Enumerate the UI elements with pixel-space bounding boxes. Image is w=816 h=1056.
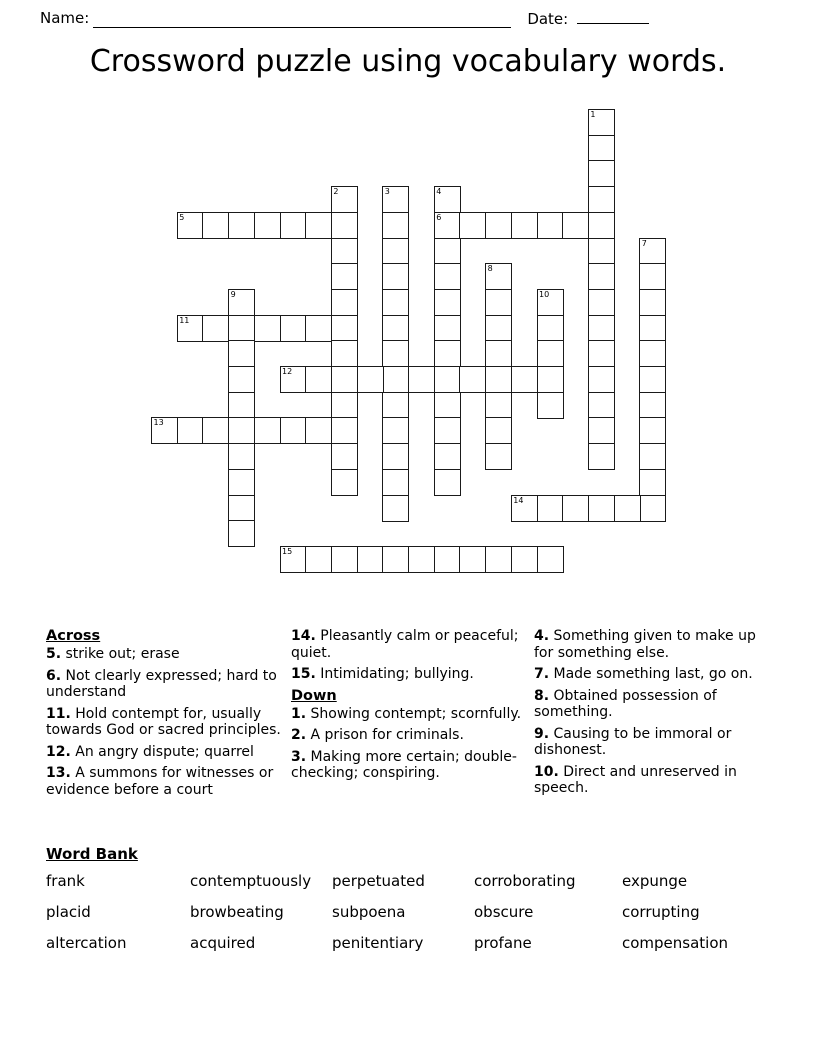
crossword-cell[interactable] [562,495,589,522]
crossword-cell-number: 15 [282,546,293,556]
crossword-cell[interactable] [639,315,666,342]
word-bank-heading: Word Bank [46,845,138,863]
word-bank-word: perpetuated [332,872,425,890]
crossword-cell[interactable] [151,417,178,444]
crossword-cell[interactable] [228,392,255,419]
crossword-cell[interactable] [382,263,409,290]
clue-text: An angry dispute; quarrel [75,743,254,760]
word-bank-section [46,845,770,953]
crossword-cell[interactable] [588,443,615,470]
crossword-cell[interactable] [382,212,409,239]
crossword-cell[interactable] [588,417,615,444]
crossword-cell[interactable] [228,289,255,316]
crossword-cell[interactable] [639,263,666,290]
clue-down-10[interactable] [534,764,762,797]
crossword-cell[interactable] [280,212,307,239]
crossword-cell[interactable] [434,366,461,393]
clue-text: Made something last, go on. [553,666,753,682]
crossword-cell[interactable] [639,443,666,470]
crossword-cell[interactable] [382,495,409,522]
crossword-cell[interactable] [202,212,229,239]
crossword-cell[interactable] [511,546,538,573]
crossword-cell[interactable] [280,546,307,573]
clue-number: 14. [291,628,316,644]
crossword-cell-number: 9 [230,289,236,299]
crossword-cell[interactable] [408,366,435,393]
crossword-cell[interactable] [639,417,666,444]
crossword-cell[interactable] [639,289,666,316]
clues-column-1 [46,628,291,803]
crossword-cell[interactable] [202,417,229,444]
crossword-cell[interactable] [511,495,538,522]
clue-text: Causing to be immoral or dishonest. [534,725,732,758]
crossword-cell[interactable] [382,366,409,393]
crossword-cell[interactable] [382,546,409,573]
clue-text: Obtained possession of something. [534,687,717,720]
crossword-cell[interactable] [331,186,358,213]
crossword-cell[interactable] [537,495,564,522]
across-heading: Across [46,628,101,644]
crossword-cell[interactable] [614,495,641,522]
word-bank-word: corroborating [474,872,576,890]
crossword-cell[interactable] [537,340,564,367]
crossword-cell[interactable] [382,238,409,265]
crossword-cell[interactable] [537,392,564,419]
crossword-cell[interactable] [331,366,358,393]
crossword-cell[interactable] [331,469,358,496]
crossword-cell[interactable] [434,289,461,316]
crossword-cell[interactable] [280,315,307,342]
clue-text: A summons for witnesses or evidence before a court [46,765,274,798]
clue-number: 10. [534,763,559,780]
crossword-cell[interactable] [177,417,204,444]
word-bank-word: browbeating [190,903,284,921]
crossword-cell[interactable] [228,366,255,393]
crossword-cell[interactable] [254,315,281,342]
crossword-cell[interactable] [639,366,666,393]
clues-column-3 [534,628,770,802]
crossword-cell[interactable] [382,469,409,496]
word-bank-word: altercation [46,934,127,952]
clue-across-13[interactable] [46,765,283,798]
crossword-cell[interactable] [331,263,358,290]
crossword-cell-number: 5 [179,212,185,222]
crossword-cell[interactable] [280,417,307,444]
crossword-cell[interactable] [434,186,461,213]
crossword-cell[interactable] [331,417,358,444]
crossword-cell[interactable] [485,263,512,290]
crossword-cell[interactable] [485,212,512,239]
crossword-cell-number: 7 [641,238,647,248]
crossword-cell-number: 4 [436,187,442,197]
word-bank-word: obscure [474,903,534,921]
crossword-cell[interactable] [305,546,332,573]
clue-down-1[interactable] [291,706,526,723]
crossword-cell[interactable] [434,315,461,342]
crossword-cell[interactable] [382,392,409,419]
word-bank-word: placid [46,903,91,921]
name-label: Name: [40,9,90,27]
crossword-cell[interactable] [357,546,384,573]
clue-text: Pleasantly calm or peaceful; quiet. [291,628,519,661]
crossword-cell[interactable] [382,417,409,444]
crossword-cell[interactable] [537,366,564,393]
crossword-cell[interactable] [382,289,409,316]
crossword-cell[interactable] [434,340,461,367]
crossword-cell[interactable] [639,340,666,367]
crossword-cell[interactable] [485,546,512,573]
clue-number: 6. [46,667,62,684]
word-bank-word: frank [46,872,85,890]
crossword-cell[interactable] [434,392,461,419]
clue-number: 3. [291,748,307,765]
crossword-cell[interactable] [485,289,512,316]
crossword-cell[interactable] [228,212,255,239]
clue-down-3[interactable] [291,749,526,782]
crossword-cell[interactable] [434,546,461,573]
crossword-cell[interactable] [228,520,255,547]
crossword-cell[interactable] [331,289,358,316]
crossword-cell[interactable] [382,340,409,367]
clue-across-6[interactable] [46,668,283,701]
clue-text: Making more certain; double-checking; conspiring. [291,748,517,781]
crossword-cell[interactable] [588,340,615,367]
crossword-cell[interactable] [177,212,204,239]
word-bank-grid [46,871,770,953]
clue-across-15[interactable] [291,666,526,683]
crossword-cell[interactable] [511,212,538,239]
word-bank-word: acquired [190,934,256,952]
crossword-cell-number: 14 [513,495,524,505]
crossword-cell[interactable] [588,392,615,419]
crossword-cell[interactable] [434,263,461,290]
word-bank-word: corrupting [622,903,700,921]
crossword-cell-number: 3 [384,187,390,197]
crossword-cell[interactable] [485,392,512,419]
crossword-cell[interactable] [408,546,435,573]
clue-down-8[interactable] [534,688,762,721]
crossword-cell[interactable] [228,315,255,342]
date-label: Date: [527,10,569,28]
crossword-cell[interactable] [382,315,409,342]
crossword-cell[interactable] [434,469,461,496]
clue-down-7[interactable] [534,666,762,683]
crossword-cell-number: 6 [436,212,442,222]
crossword-cell[interactable] [511,366,538,393]
clue-text: Showing contempt; scornfully. [310,705,522,722]
clue-number: 4. [534,628,550,644]
crossword-cell[interactable] [254,212,281,239]
crossword-cell[interactable] [305,212,332,239]
crossword-cell[interactable] [331,238,358,265]
clue-down-4[interactable] [534,628,762,661]
crossword-cell[interactable] [382,186,409,213]
crossword-cell[interactable] [305,315,332,342]
clue-text: Something given to make up for something else. [534,628,756,661]
crossword-cell[interactable] [639,495,666,522]
crossword-cell[interactable] [588,238,615,265]
crossword-cell[interactable] [537,546,564,573]
clue-number: 13. [46,765,71,781]
clue-down-9[interactable] [534,726,762,759]
crossword-cell[interactable] [357,366,384,393]
word-bank-word: profane [474,934,532,952]
clue-number: 8. [534,687,550,704]
crossword-cell[interactable] [588,263,615,290]
crossword-cell[interactable] [177,315,204,342]
crossword-cell[interactable] [537,212,564,239]
clue-text: A prison for criminals. [310,727,464,743]
word-bank-word: contemptuously [190,872,312,890]
crossword-cell[interactable] [588,186,615,213]
word-bank-word: compensation [622,934,729,952]
crossword-cell-number: 13 [153,418,164,428]
crossword-cell[interactable] [639,238,666,265]
crossword-cell[interactable] [588,289,615,316]
clues-section [46,628,770,803]
crossword-cell[interactable] [305,366,332,393]
clue-number: 15. [291,666,316,682]
down-heading: Down [291,687,337,704]
crossword-cell[interactable] [485,340,512,367]
clue-across-11[interactable] [46,706,283,739]
crossword-cell[interactable] [588,495,615,522]
crossword-cell[interactable] [331,546,358,573]
clue-number: 5. [46,646,62,662]
crossword-cell[interactable] [537,289,564,316]
clue-text: Direct and unreserved in speech. [534,763,737,796]
clue-number: 11. [46,705,71,722]
crossword-cell-number: 10 [539,289,550,299]
crossword-cell[interactable] [434,212,461,239]
clue-number: 7. [534,666,550,682]
crossword-cell[interactable] [434,417,461,444]
clue-text: strike out; erase [65,646,180,662]
crossword-cell[interactable] [280,366,307,393]
crossword-cell[interactable] [588,109,615,136]
crossword-cell[interactable] [485,366,512,393]
crossword-cell[interactable] [459,546,486,573]
clue-across-12[interactable] [46,744,283,761]
clue-text: Not clearly expressed; hard to understand [46,667,277,700]
crossword-cell[interactable] [331,212,358,239]
crossword-cell[interactable] [485,443,512,470]
crossword-cell[interactable] [588,212,615,239]
crossword-cell[interactable] [485,315,512,342]
crossword-cell[interactable] [202,315,229,342]
clue-text: Intimidating; bullying. [320,666,474,682]
crossword-cell[interactable] [254,417,281,444]
crossword-cell-number: 11 [179,315,190,325]
crossword-cell[interactable] [459,212,486,239]
crossword-cell[interactable] [331,443,358,470]
crossword-cell[interactable] [459,366,486,393]
word-bank-word: expunge [622,872,688,890]
crossword-cell-number: 12 [282,367,293,376]
clue-number: 12. [46,743,71,760]
crossword-cell[interactable] [434,443,461,470]
crossword-cell[interactable] [639,469,666,496]
crossword-cell[interactable] [485,417,512,444]
clue-number: 1. [291,705,307,722]
crossword-cell[interactable] [588,315,615,342]
crossword-cell[interactable] [434,238,461,265]
crossword-cell[interactable] [228,417,255,444]
crossword-cell-number: 1 [590,110,596,119]
crossword-cell-number: 8 [487,264,493,274]
word-bank-word: penitentiary [332,934,424,952]
crossword-cell[interactable] [588,366,615,393]
clue-text: Hold contempt for, usually towards God or sacred principles. [46,705,281,738]
clue-across-14[interactable] [291,628,526,661]
crossword-cell[interactable] [228,340,255,367]
crossword-cell[interactable] [305,417,332,444]
crossword-cell-number: 2 [333,187,339,197]
crossword-cell[interactable] [228,469,255,496]
crossword-cell[interactable] [228,495,255,522]
crossword-cell[interactable] [537,315,564,342]
clue-number: 9. [534,725,550,742]
crossword-cell[interactable] [588,135,615,162]
crossword-cell[interactable] [228,443,255,470]
clue-across-5[interactable] [46,646,283,663]
clue-number: 2. [291,727,307,743]
clues-column-2 [291,628,534,787]
page-title: Crossword puzzle using vocabulary words. [89,44,727,79]
crossword-cell[interactable] [382,443,409,470]
clue-down-2[interactable] [291,727,526,744]
crossword-cell[interactable] [331,315,358,342]
crossword-cell[interactable] [331,340,358,367]
crossword-cell[interactable] [331,392,358,419]
word-bank-word: subpoena [332,903,406,921]
crossword-cell[interactable] [588,160,615,187]
crossword-cell[interactable] [562,212,589,239]
crossword-cell[interactable] [639,392,666,419]
